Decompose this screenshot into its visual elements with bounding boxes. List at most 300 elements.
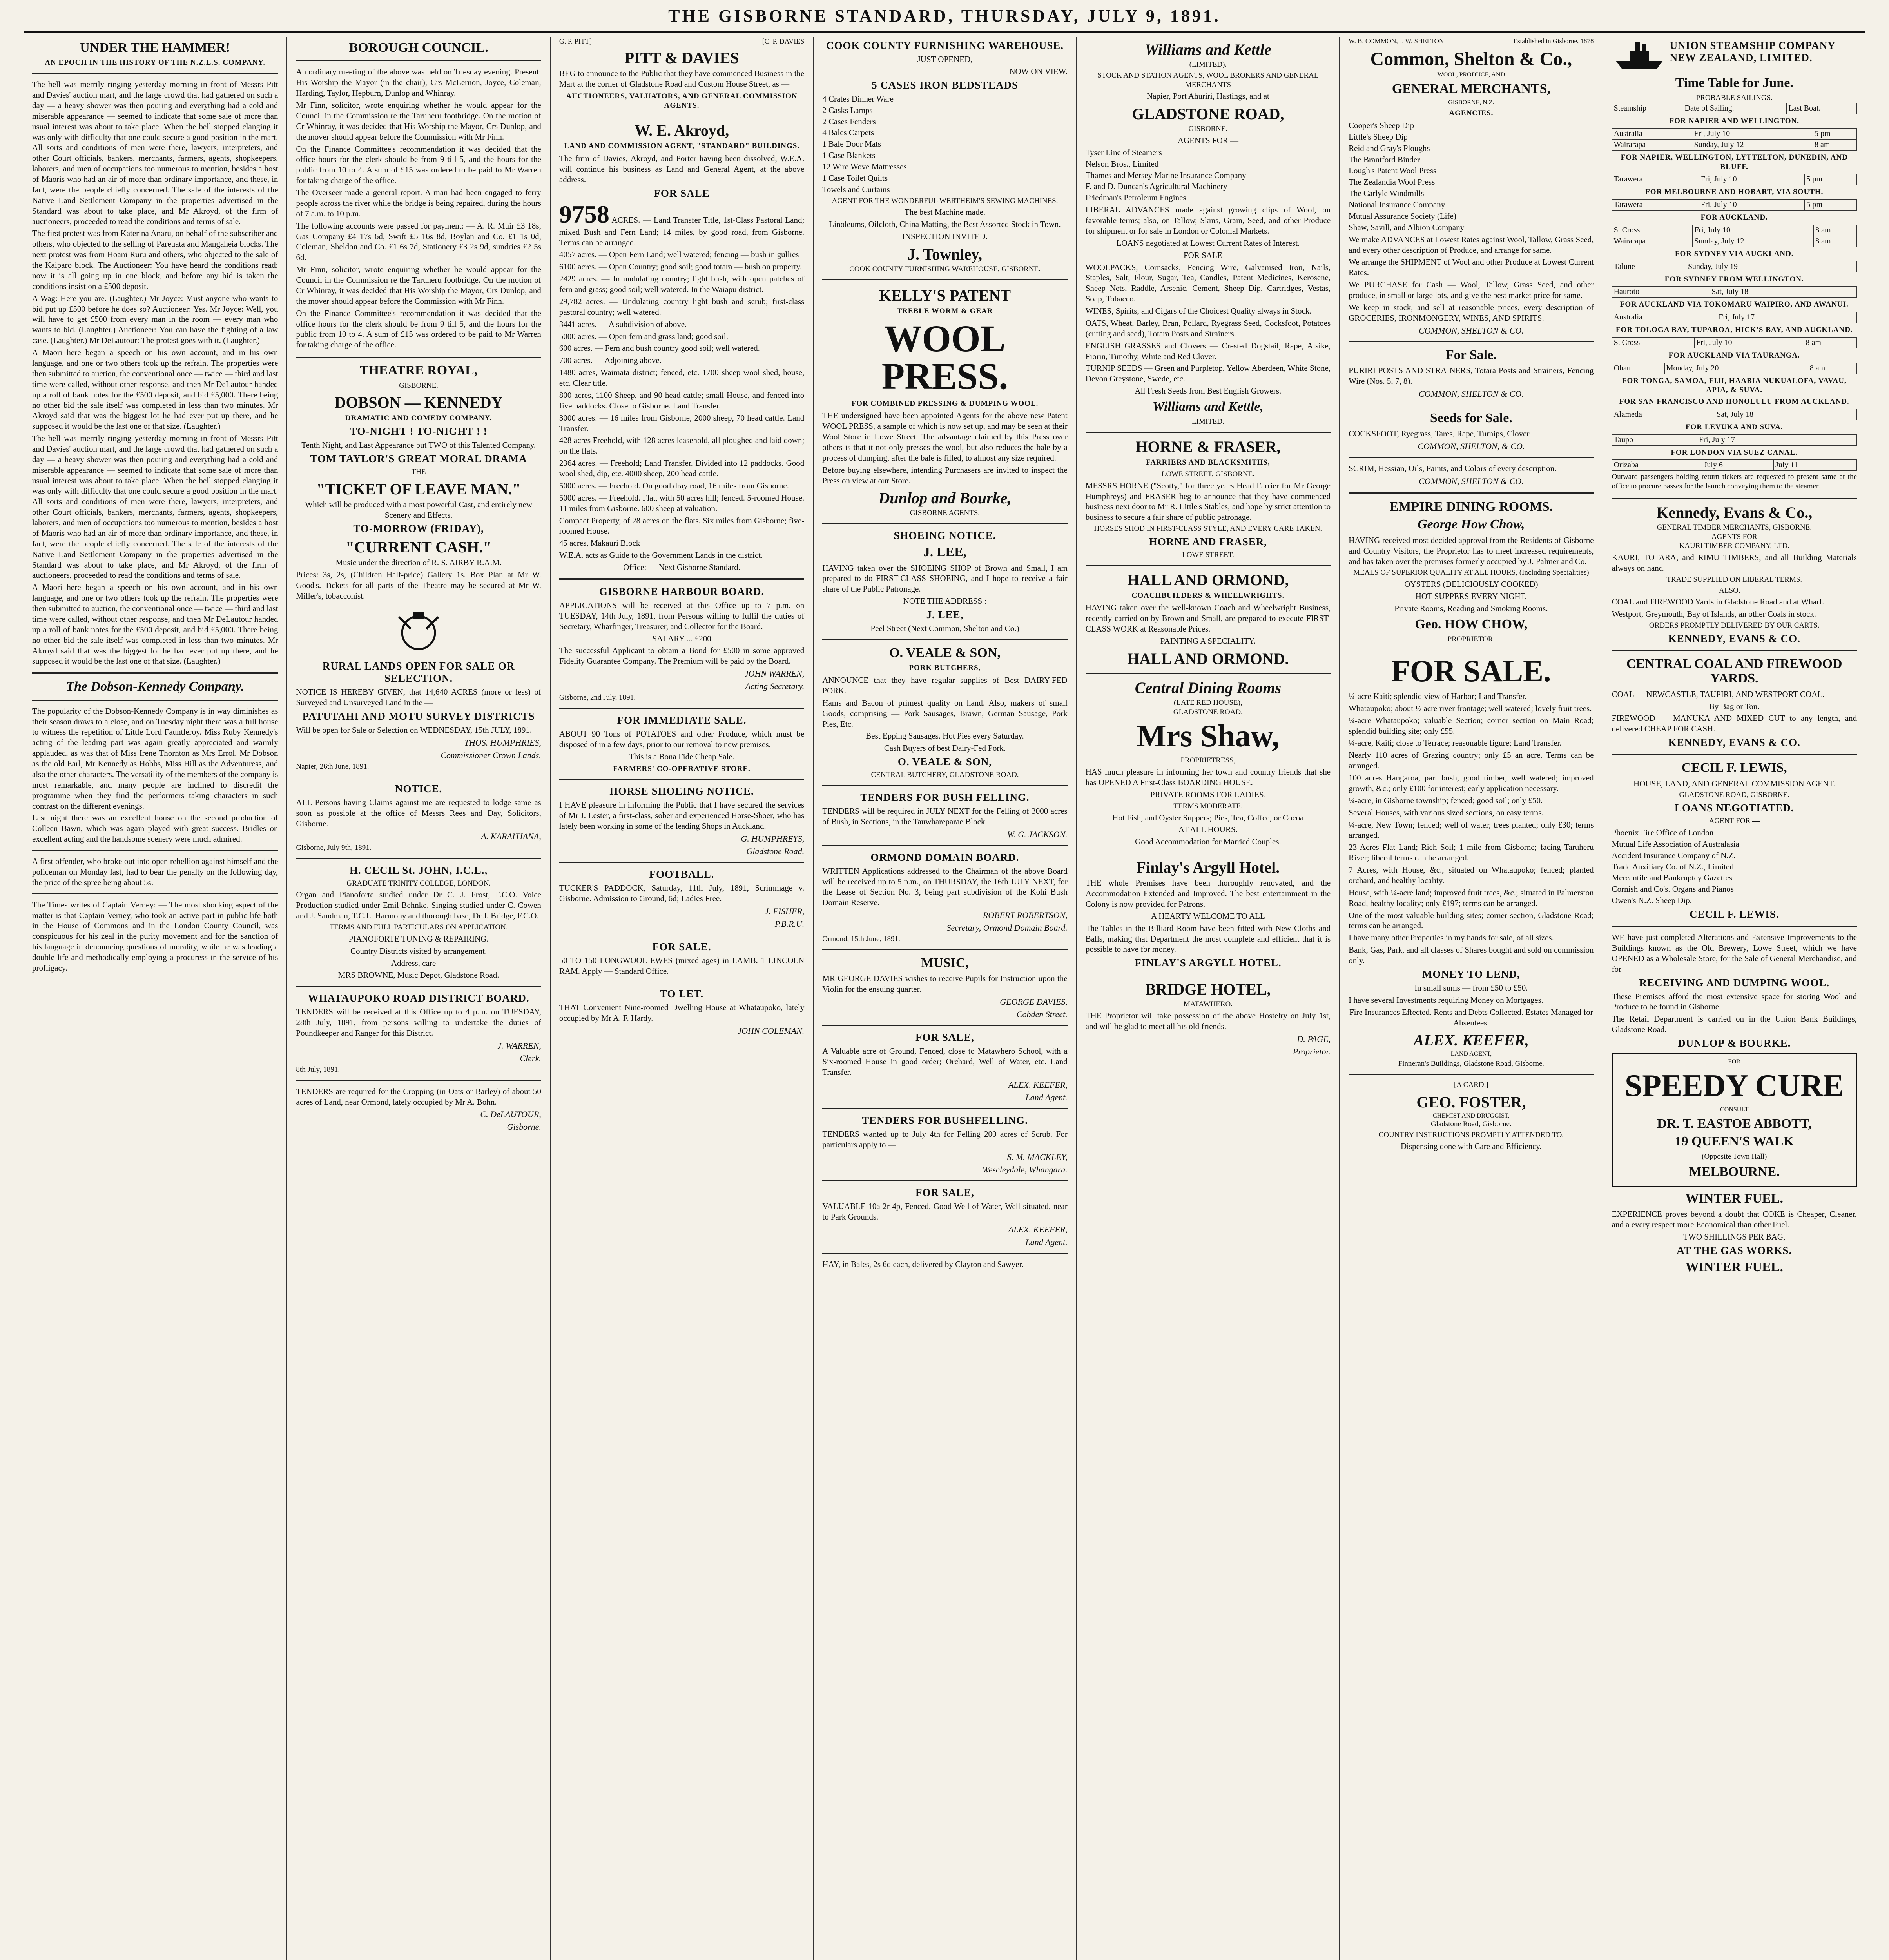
browne: MRS BROWNE, Music Depot, Gladstone Road. bbox=[338, 970, 499, 980]
common-shelton-sig: COMMON, SHELTON & CO. bbox=[1419, 325, 1524, 336]
list-item: Little's Sheep Dip bbox=[1349, 132, 1408, 142]
geo-foster: GEO. FOSTER, bbox=[1416, 1093, 1526, 1111]
signature: G. HUMPHREYS, bbox=[741, 833, 805, 844]
article-body: The Times writes of Captain Verney: — The most shocking aspect of the matter is that Captain Verney, who took an active part in public life both in the House of Commons and in the London County Council, was conspicuous for his zeal in the purity movement and for the sanction of his language in denouncing questions of morality, while he was leading a double life and methodically employing a procuress in the service of his profligacy. bbox=[32, 900, 278, 973]
list-item: Friedman's Petroleum Engines bbox=[1085, 193, 1186, 203]
table-cell: Australia bbox=[1612, 128, 1692, 139]
gladstone-road-2: GLADSTONE ROAD. bbox=[1173, 708, 1243, 716]
now-on-view: NOW ON VIEW. bbox=[1009, 66, 1068, 76]
headline-dobson-kennedy: The Dobson-Kennedy Company. bbox=[66, 679, 245, 694]
list-item: 6100 acres. — Open Country; good soil; good totara — bush on property. bbox=[559, 262, 802, 272]
timber-merchants: GENERAL TIMBER MERCHANTS, GISBORNE. bbox=[1657, 523, 1812, 532]
horne-fraser: HORNE & FRASER, bbox=[1135, 438, 1281, 456]
table-cell: Monday, July 20 bbox=[1664, 363, 1808, 374]
property-listings bbox=[1349, 691, 1594, 931]
for-label: FOR bbox=[1728, 1058, 1740, 1065]
horne-fraser-2: HORNE AND FRASER, bbox=[1149, 535, 1267, 548]
hearty-welcome: A HEARTY WELCOME TO ALL bbox=[1151, 911, 1265, 921]
tuning: PIANOFORTE TUNING & REPAIRING. bbox=[348, 934, 489, 944]
land-listings bbox=[559, 249, 804, 548]
pitt-davies: PITT & DAVIES bbox=[624, 49, 739, 67]
all-fresh: All Fresh Seeds from Best English Growers. bbox=[1135, 386, 1282, 396]
article-body: The bell was merrily ringing yesterday morning in front of Messrs Pitt and Davies' auction mart, and the large crowd that had gathered on such a day — a heavy shower was then pouring and everything had a cold and miserable appearance — seemed to indicate that some sale of more than usual interest was about to take place. When the bell stopped clanging it was only with difficulty that one could secure a good position in the mart. All sorts and conditions of men were there, lawyers, interpreters, and other Court officials, bankers, merchants, farmers, agents, shopkeepers, laborers, and men of occupations too numerous to mention, besides a host of Maoris who had an air of more than ordinary importance, and these, in fact, were the people chiefly concerned. The sale of the interests of the Native Land Settlement Company in the properties advertised in the Standard was about to take place, and Mr Akroyd, of the firm of auctioneers, proceeded to read the conditions and terms of sale. bbox=[32, 80, 278, 226]
table-cell: Fri, July 10 bbox=[1699, 174, 1804, 185]
terms: TERMS MODERATE. bbox=[1173, 802, 1243, 810]
column-6 bbox=[1339, 37, 1602, 1960]
football-body: TUCKER'S PADDOCK, Saturday, 11th July, 1891, Scrimmage v. Gisborne. Admission to Ground, 6d; Ladies Free. bbox=[559, 883, 805, 903]
saveloys: Best Epping Sausages. Hot Pies every Saturday. bbox=[866, 731, 1024, 741]
list-item: 100 acres Hangaroa, part bush, good timber, well watered; improved growth, &c.; only £100 for interest; early application necessary. bbox=[1349, 773, 1594, 793]
article-body: Last night there was an excellent house on the second production of Colleen Bawn, which was again played with great success. Bridles on excellent acting and the handsome scenery were much admired. bbox=[32, 813, 278, 844]
list-item: 3000 acres. — 16 miles from Gisborne, 2000 sheep, 70 head cattle. Land Transfer. bbox=[559, 413, 805, 433]
patutahi: PATUTAHI AND MOTU SURVEY DISTRICTS bbox=[302, 710, 535, 722]
signature: ALEX. KEEFER, bbox=[1008, 1080, 1068, 1090]
list-item: 5000 acres. — Freehold. On good dray road, 16 miles from Gisborne. bbox=[559, 481, 789, 490]
finlays-hotel: Finlay's Argyll Hotel. bbox=[1136, 858, 1280, 877]
column-2 bbox=[286, 37, 549, 1960]
list-item: Accident Insurance Company of N.Z. bbox=[1612, 850, 1736, 860]
kauri-body: KAURI, TOTARA, and RIMU TIMBERS, and all Building Materials always on hand. bbox=[1612, 553, 1857, 573]
agencies: AGENCIES. bbox=[1449, 109, 1494, 118]
table-cell: Fri, July 10 bbox=[1692, 128, 1813, 139]
immediate-sale: FOR IMMEDIATE SALE. bbox=[617, 714, 747, 726]
column-7 bbox=[1603, 37, 1865, 1960]
list-item: Nearly 110 acres of Grazing country; only £5 an acre. Terms can be arranged. bbox=[1349, 750, 1594, 771]
sailing-destination: FOR AUCKLAND VIA TOKOMARU WAIPIRO, AND AWANUI. bbox=[1620, 300, 1849, 309]
melbourne: MELBOURNE. bbox=[1689, 1164, 1780, 1179]
table-cell: 5 pm bbox=[1813, 128, 1856, 139]
signature: ROBERT ROBERTSON, bbox=[983, 910, 1068, 920]
harbour-board: GISBORNE HARBOUR BOARD. bbox=[599, 585, 765, 597]
signature-title: Land Agent. bbox=[1025, 1092, 1068, 1102]
billiard-tables: The Tables in the Billiard Room have been fitted with New Cloths and Balls, making that Department the most complete and efficient that it is possible to have for money. bbox=[1085, 923, 1331, 954]
signature-title: Proprietor. bbox=[1293, 1046, 1331, 1056]
list-item: Whataupoko; about ½ acre river frontage; well watered; lovely fruit trees. bbox=[1349, 703, 1592, 713]
townley: J. Townley, bbox=[907, 245, 983, 263]
table-cell: Wairarapa bbox=[1612, 139, 1692, 150]
bush-felling: TENDERS FOR BUSH FELLING. bbox=[860, 791, 1030, 803]
table-cell: 5 pm bbox=[1805, 200, 1857, 211]
table-cell: Orizaba bbox=[1612, 460, 1702, 471]
common-shelton-sig: COMMON, SHELTON, & CO. bbox=[1418, 441, 1525, 452]
williams-kettle-2: Williams and Kettle, bbox=[1152, 399, 1264, 414]
table-row bbox=[1612, 128, 1856, 139]
table-cell: Wairarapa bbox=[1612, 236, 1693, 247]
table-cell: Tarawera bbox=[1612, 200, 1699, 211]
list-item: ¼-acre Kaiti; splendid view of Harbor; Land Transfer. bbox=[1349, 691, 1527, 701]
lino: Linoleums, Oilcloth, China Matting, the Best Assorted Stock in Town. bbox=[829, 220, 1061, 229]
article-body: Mr Finn, solicitor, wrote enquiring whether he would appear for the Council in the Commission re the Taruheru footbridge. On the motion of Cr Whinray, it was decided that His Worship the Mayor, Crs Dunlop, and the mover should appear before the Commission with Mr Finn. bbox=[296, 100, 541, 142]
shipment: We arrange the SHIPMENT of Wool and other Produce at Lowest Current Rates. bbox=[1349, 257, 1594, 278]
tenth-night: Tenth Night, and Last Appearance but TWO of this Talented Company. bbox=[301, 440, 536, 450]
common-shelton-sig: COMMON, SHELTON & CO. bbox=[1419, 388, 1524, 399]
gladstone-road: GLADSTONE ROAD, bbox=[1132, 105, 1284, 123]
cecil-lewis-sig: CECIL F. LEWIS. bbox=[1689, 908, 1779, 920]
list-item: ¼-acre, Kaiti; close to Terrace; reasonable figure; Land Transfer. bbox=[1349, 738, 1562, 748]
lewis-sub: HOUSE, LAND, AND GENERAL COMMISSION AGENT. bbox=[1633, 779, 1835, 788]
agents-for: AGENTS FOR — bbox=[1177, 135, 1239, 145]
for-sale: FOR SALE, bbox=[915, 1031, 974, 1044]
st-john-body: Organ and Pianoforte studied under Dr C. J. Frost, F.C.O. Voice Production studied under Emil Behnke. Singing studied under C. Cowen and J. Sandman, T.C.L. Harmony and thorough base, Dr J. Bridge, F.C.O. bbox=[296, 890, 541, 921]
a-card: [A CARD.] bbox=[1454, 1081, 1488, 1089]
music-direction: Music under the direction of R. S. AIRBY R.A.M. bbox=[335, 558, 502, 568]
dunlop-sub: GISBORNE AGENTS. bbox=[910, 509, 980, 517]
current-cash: "CURRENT CASH." bbox=[345, 538, 492, 556]
sailing-table bbox=[1612, 199, 1857, 211]
alex-keefer: ALEX. KEEFER, bbox=[1413, 1031, 1529, 1049]
for-sale: For Sale. bbox=[1446, 347, 1497, 362]
oats: OATS, Wheat, Barley, Bran, Pollard, Ryegrass Seed, Cocksfoot, Potatoes (cutting and seed), Totara Posts and Strainers. bbox=[1085, 318, 1331, 338]
table-cell: Sunday, July 12 bbox=[1693, 236, 1814, 247]
proprietress: PROPRIETRESS, bbox=[1180, 756, 1236, 765]
list-item: 1480 acres, Waimata district; fenced, etc. 1700 sheep wool shed, house, etc. Clear title. bbox=[559, 368, 805, 388]
sailing-table bbox=[1612, 337, 1857, 348]
table-row bbox=[1612, 312, 1856, 323]
list-item: 5000 acres. — Open fern and grass land; good soil. bbox=[559, 331, 728, 341]
farriers: FARRIERS AND BLACKSMITHS, bbox=[1146, 458, 1270, 467]
bushfelling-body: TENDERS wanted up to July 4th for Felling 200 acres of Scrub. For particulars apply to — bbox=[822, 1129, 1068, 1149]
signature: C. DeLAUTOUR, bbox=[480, 1109, 541, 1120]
article-body: On the Finance Committee's recommendation it was decided that the office hours for the clerk should be from 9 till 5, and the hours for the public from 10 to 4. A sum of £15 was ordered to be paid to Mr Warren for taking charge of the office. bbox=[296, 144, 541, 185]
table-row bbox=[1612, 337, 1856, 348]
cecil-lewis: CECIL F. LEWIS, bbox=[1681, 760, 1787, 775]
opposite: (Opposite Town Hall) bbox=[1702, 1152, 1767, 1161]
akroyd: W. E. Akroyd, bbox=[634, 122, 729, 140]
list-item: The Brantford Binder bbox=[1349, 154, 1420, 164]
signature: A. KARAITIANA, bbox=[481, 831, 541, 841]
table-cell bbox=[1845, 287, 1856, 298]
signature-title: P.B.R.U. bbox=[774, 918, 805, 929]
land-agent: LAND AGENT, bbox=[1450, 1051, 1492, 1058]
kennedy-evans: Kennedy, Evans & Co., bbox=[1656, 503, 1813, 521]
notice-body: NOTICE IS HEREBY GIVEN, that 14,640 ACRES (more or less) of Surveyed and Unsurveyed Land in the — bbox=[296, 687, 541, 707]
country-instructions: COUNTRY INSTRUCTIONS PROMPTLY ATTENDED TO. bbox=[1378, 1131, 1564, 1139]
sailing-destination: FOR SAN FRANCISCO AND HONOLULU FROM AUCKLAND. bbox=[1619, 397, 1849, 406]
list-item: Mercantile and Bankruptcy Gazettes bbox=[1612, 873, 1732, 883]
list-item: 29,782 acres. — Undulating country light bush and scrub; first-class pastoral country; well watered. bbox=[559, 296, 805, 317]
sailings-table bbox=[1612, 103, 1857, 114]
cocksfoot: COCKSFOOT, Ryegrass, Tares, Rape, Turnips, Clover. bbox=[1349, 429, 1531, 439]
sale-body: A Valuable acre of Ground, Fenced, close to Matawhero School, with a Six-roomed House in good order; Orchard, Well of Water, etc. Land Transfer. bbox=[822, 1046, 1068, 1077]
royal-crest-icon bbox=[383, 605, 454, 656]
sailing-table bbox=[1612, 363, 1857, 374]
table-cell: Ohau bbox=[1612, 363, 1664, 374]
orders: ORDERS PROMPTLY DELIVERED BY OUR CARTS. bbox=[1649, 621, 1820, 630]
dobson-kennedy-banner: DOBSON — KENNEDY bbox=[334, 394, 503, 412]
list-item: 5000 acres. — Freehold. Flat, with 50 acres hill; fenced. 5-roomed House. 11 miles from Gisborne. 600 sheep at valuation. bbox=[559, 493, 805, 513]
money-to-lend: MONEY TO LEND, bbox=[1422, 968, 1520, 980]
j-lee: J. LEE, bbox=[923, 545, 967, 560]
sailing-sections bbox=[1612, 116, 1857, 471]
signature: JOHN WARREN, bbox=[744, 669, 805, 679]
table-cell: 8 am bbox=[1813, 139, 1856, 150]
list-item: Several Houses, with various sized sections, on easy terms. bbox=[1349, 808, 1544, 817]
veale-son-2: O. VEALE & SON, bbox=[897, 756, 992, 768]
tonight: TO-NIGHT ! TO-NIGHT ! ! bbox=[350, 425, 488, 437]
speedy-cure-ad bbox=[1612, 1053, 1857, 1187]
list-item: 700 acres. — Adjoining above. bbox=[559, 356, 662, 365]
st-john-sub: GRADUATE TRINITY COLLEGE, LONDON. bbox=[346, 879, 491, 887]
table-cell: 8 am bbox=[1804, 337, 1857, 348]
common-shelton: Common, Shelton & Co., bbox=[1370, 49, 1572, 69]
sailing-table bbox=[1612, 174, 1857, 185]
table-cell bbox=[1846, 261, 1856, 272]
sailing-table bbox=[1612, 409, 1857, 420]
theatre-subheading: GISBORNE. bbox=[399, 381, 439, 390]
list-item: The Carlyle Windmills bbox=[1349, 189, 1424, 198]
table-header: Last Boat. bbox=[1787, 103, 1857, 114]
list-item: Mutual Assurance Society (Life) bbox=[1349, 211, 1456, 221]
list-item: Tyser Line of Steamers bbox=[1085, 147, 1162, 157]
sailing-destination: FOR LONDON VIA SUEZ CANAL. bbox=[1671, 448, 1798, 457]
probable-sailings: PROBABLE SAILINGS. bbox=[1696, 94, 1773, 102]
sailing-table bbox=[1612, 286, 1857, 298]
veale-son: O. VEALE & SON, bbox=[889, 645, 1001, 660]
article-body: The Overseer made a general report. A man had been engaged to ferry people across the river while the bridge is being repaired, during the hours of 7 a.m. to 10 p.m. bbox=[296, 188, 541, 218]
tenders-body: TENDERS are required for the Cropping (in Oats or Barley) of about 50 acres of Land, near Ormond, lately occupied by Mr A. Bohn. bbox=[296, 1086, 541, 1107]
list-item: Owen's N.Z. Sheep Dip. bbox=[1612, 896, 1692, 906]
sailing-destination: FOR AUCKLAND VIA TAURANGA. bbox=[1668, 351, 1800, 359]
all-hours: AT ALL HOURS. bbox=[1178, 825, 1238, 835]
table-cell: S. Cross bbox=[1612, 337, 1694, 348]
table-header: Date of Sailing. bbox=[1683, 103, 1787, 114]
list-item: 1 Case Blankets bbox=[822, 151, 876, 160]
bona-fide: This is a Bona Fide Cheap Sale. bbox=[629, 751, 734, 761]
agent-for: AGENT FOR — bbox=[1709, 817, 1760, 826]
table-cell: Sunday, July 19 bbox=[1686, 261, 1846, 272]
receiving-wool: RECEIVING AND DUMPING WOOL. bbox=[1639, 976, 1830, 989]
table-cell: Fri, July 10 bbox=[1699, 200, 1804, 211]
list-item: 2364 acres. — Freehold; Land Transfer. Divided into 12 paddocks. Good wool shed, dip, etc. 4000 sheep, 200 head cattle. bbox=[559, 458, 805, 478]
table-row bbox=[1612, 434, 1856, 445]
signature: JOHN COLEMAN. bbox=[738, 1026, 805, 1036]
sailing-table bbox=[1612, 459, 1857, 471]
table-row bbox=[1612, 460, 1856, 471]
oysters: OYSTERS (DELICIOUSLY COOKED) bbox=[1404, 579, 1538, 589]
terms: TERMS AND FULL PARTICULARS ON APPLICATION. bbox=[329, 923, 508, 932]
finlay-body: THE whole Premises have been thoroughly renovated, and the Accommodation Extended and Improved. The best entertainment in the Colony is now provided for Patrons. bbox=[1085, 878, 1331, 909]
bush-body: TENDERS will be required in JULY NEXT for the Felling of 3000 acres of Bush, in Sections, in the Tauwhareparae Block. bbox=[822, 806, 1068, 826]
signature-title: Cobden Street. bbox=[1016, 1009, 1068, 1020]
woolpacks: WOOLPACKS, Cornsacks, Fencing Wire, Galvanised Iron, Nails, Staples, Salt, Flour, Sugar, Tea, Candles, Patent Medicines, Kerosene, Sheep Nets, Raddle, Arsenic, Cement, Sheep Dip, Cartridges, Vestas, Soap, Tobacco. bbox=[1085, 262, 1331, 304]
bushfelling: TENDERS FOR BUSHFELLING. bbox=[862, 1114, 1028, 1126]
dateline: Ormond, 15th June, 1891. bbox=[822, 935, 900, 944]
combined: FOR COMBINED PRESSING & DUMPING WOOL. bbox=[851, 399, 1039, 408]
list-item: Nelson Bros., Limited bbox=[1085, 159, 1159, 169]
old-brewery: WE have just completed Alterations and Extensive Improvements to the Buildings known as the Old Brewery, Lowe Street, which we have OPENED as a Wholesale Store, for the Sale of General Merchandise, and for bbox=[1612, 933, 1857, 974]
dateline: Napier, 26th June, 1891. bbox=[296, 762, 369, 771]
table-header: Steamship bbox=[1612, 103, 1683, 114]
column-4 bbox=[813, 37, 1076, 1960]
premises: These Premises afford the most extensive space for storing Wool and Produce to be found in Gisborne. bbox=[1612, 991, 1857, 1012]
table-row bbox=[1612, 409, 1856, 420]
table-cell bbox=[1845, 409, 1856, 420]
loans-negotiated: LOANS NEGOTIATED. bbox=[1675, 802, 1794, 814]
cash-buyers: Cash Buyers of best Dairy-Fed Pork. bbox=[884, 743, 1006, 753]
private-rooms: PRIVATE ROOMS FOR LADIES. bbox=[1150, 789, 1266, 799]
table-row bbox=[1612, 139, 1856, 150]
address: Address, care — bbox=[391, 958, 446, 968]
dateline: Gisborne, 2nd July, 1891. bbox=[559, 693, 636, 702]
small-sums: In small sums — from £50 to £50. bbox=[1414, 983, 1528, 993]
signature-title: Acting Secretary. bbox=[745, 681, 805, 691]
union-steamship: UNION STEAMSHIP COMPANY NEW ZEALAND, LIMITED. bbox=[1670, 40, 1835, 64]
list-item: F. and D. Duncan's Agricultural Machinery bbox=[1085, 181, 1227, 191]
list-item: 23 Acres Flat Land; Rich Soil; 1 mile from Gisborne; facing Taruheru River; liberal terms can be arranged. bbox=[1349, 842, 1594, 863]
list-item: 4 Bales Carpets bbox=[822, 128, 874, 138]
office: Office: — Next Gisborne Standard. bbox=[623, 563, 740, 572]
signature: J. WARREN, bbox=[497, 1040, 541, 1051]
table-cell: S. Cross bbox=[1612, 225, 1693, 236]
open-sale: Will be open for Sale or Selection on WEDNESDAY, 15th JULY, 1891. bbox=[296, 725, 532, 735]
sailing-destination: FOR TONGA, SAMOA, FIJI, HAABIA NUKUALOFA, VAVAU, APIA, & SUVA. bbox=[1622, 376, 1847, 394]
table-cell: Talune bbox=[1612, 261, 1686, 272]
signature-title: Clerk. bbox=[520, 1053, 541, 1063]
prices: Prices: 3s, 2s, (Children Half-price) Gallery 1s. Box Plan at Mr W. Good's. Tickets for all parts of the Theatre may be secured at Mr W. Miller's, tobacconist. bbox=[296, 570, 541, 601]
the-label: THE bbox=[411, 467, 426, 476]
signature-title: Gisborne. bbox=[507, 1122, 541, 1132]
table-cell: Hauroto bbox=[1612, 287, 1710, 298]
for-sale-banner: FOR SALE. bbox=[1391, 653, 1551, 688]
hot-suppers: HOT SUPPERS EVERY NIGHT. bbox=[1415, 592, 1527, 601]
j-lee-2: J. LEE, bbox=[926, 609, 964, 621]
stock-list bbox=[822, 94, 1067, 195]
advances: We make ADVANCES at Lowest Rates against Wool, Tallow, Grass Seed, and every other description of Produce, and arrange for same. bbox=[1349, 234, 1594, 255]
table-cell bbox=[1844, 434, 1856, 445]
sailing-table bbox=[1612, 434, 1857, 446]
turnip-seeds: TURNIP SEEDS — Green and Purpletop, Yellow Aberdeen, White Stone, Devon Greystone, Swede, etc. bbox=[1085, 363, 1331, 384]
signature: J. FISHER, bbox=[765, 906, 805, 916]
table-cell: Sunday, July 12 bbox=[1692, 139, 1813, 150]
limited: (LIMITED). bbox=[1189, 60, 1227, 69]
table-row bbox=[1612, 225, 1856, 236]
harbour-body2: The successful Applicant to obtain a Bond for £500 in some approved Fidelity Guarantee Company. The Premium will be paid by the Board. bbox=[559, 646, 805, 666]
cook-county: COOK COUNTY FURNISHING WAREHOUSE. bbox=[826, 40, 1064, 51]
sailing-destination: FOR MELBOURNE AND HOBART, VIA SOUTH. bbox=[1645, 188, 1824, 196]
time-table: Time Table for June. bbox=[1675, 76, 1793, 90]
which-produced: Which will be produced with a most powerful Cast, and entirely new Scenery and Effects. bbox=[305, 499, 532, 520]
seeds-for-sale: Seeds for Sale. bbox=[1430, 410, 1512, 425]
lowe-street-2: LOWE STREET. bbox=[1182, 550, 1234, 559]
column-1 bbox=[24, 37, 286, 1960]
list-item: Thames and Mersey Marine Insurance Company bbox=[1085, 170, 1246, 180]
lee-body: HAVING taken over the SHOEING SHOP of Brown and Small, I am prepared to do FIRST-CLASS SHOEING, and I hope to receive a fair share of the Public Patronage. bbox=[822, 563, 1068, 594]
hot-fish: Hot Fish, and Oyster Suppers; Pies, Tea, Coffee, or Cocoa bbox=[1112, 813, 1304, 822]
many-other: I have many other Properties in my hands for sale, of all sizes. bbox=[1349, 933, 1554, 943]
whataupoko-body: TENDERS will be received at this Office up to 4 p.m. on TUESDAY, 28th July, 1891, from persons willing to undertake the duties of Poundkeeper and Ranger for this District. bbox=[296, 1007, 541, 1038]
williams-kettle: Williams and Kettle bbox=[1144, 41, 1271, 58]
newspaper-columns bbox=[24, 37, 1865, 1960]
list-item: Mutual Life Association of Australasia bbox=[1612, 839, 1740, 849]
agencies-list bbox=[1612, 828, 1857, 906]
signature-title: Secretary, Ormond Domain Board. bbox=[946, 923, 1068, 933]
table-cell: Fri, July 17 bbox=[1697, 434, 1844, 445]
column-5 bbox=[1076, 37, 1339, 1960]
dunlop-bourke: Dunlop and Bourke, bbox=[878, 489, 1012, 507]
table-row bbox=[1612, 200, 1856, 211]
list-item: 2 Casks Lamps bbox=[822, 105, 873, 115]
hall-ormond: HALL AND ORMOND, bbox=[1127, 571, 1289, 589]
sailing-destination: FOR NAPIER, WELLINGTON, LYTTELTON, DUNEDIN, AND BLUFF. bbox=[1621, 153, 1848, 171]
gas-works: AT THE GAS WORKS. bbox=[1677, 1245, 1792, 1256]
list-item: Shaw, Savill, and Albion Company bbox=[1349, 222, 1465, 232]
table-cell: 8 am bbox=[1814, 225, 1857, 236]
sailing-table bbox=[1612, 128, 1857, 151]
ewes: 50 TO 150 LONGWOOL EWES (mixed ages) in LAMB. 1 LINCOLN RAM. Apply — Standard Office. bbox=[559, 955, 805, 976]
chemist: CHEMIST AND DRUGGIST, bbox=[1433, 1112, 1510, 1119]
ticket-of-leave-man: "TICKET OF LEAVE MAN." bbox=[316, 480, 521, 498]
list-item: One of the most valuable building sites; corner section, Gladstone Road; terms can be arranged. bbox=[1349, 910, 1594, 931]
kauri-timber: KAURI TIMBER COMPANY, LTD. bbox=[1679, 542, 1789, 550]
article-body: The bell was merrily ringing yesterday morning in front of Messrs Pitt and Davies' auction mart, and the large crowd that had gathered on such a day — a heavy shower was then pouring and everything had a cold and miserable appearance — seemed to indicate that some sale of more than usual interest was about to take place. When the bell stopped clanging it was only with difficulty that one could secure a good position in the mart. All sorts and conditions of men were there, lawyers, interpreters, and other Court officials, bankers, merchants, farmers, agents, shopkeepers, laborers, and men of occupations too numerous to mention, besides a host of Maoris who had an air of more than ordinary importance, and these, in fact, were the people chiefly concerned. The sale of the interests of the Native Land Settlement Company in the properties advertised in the Standard was about to take place, and Mr Akroyd, of the firm of auctioneers, proceeded to read the conditions and terms of sale. bbox=[32, 434, 278, 580]
gisborne-nz: GISBORNE, N.Z. bbox=[1448, 99, 1494, 106]
in-stock: We keep in stock, and sell at reasonable prices, every description of GROCERIES, IRONMONGERY, WINES, AND SPIRITS. bbox=[1349, 302, 1594, 323]
list-item: ¼-acre Whataupoko; valuable Section; corner section on Main Road; splendid building site; only £55. bbox=[1349, 715, 1594, 736]
list-item: Phoenix Fire Office of London bbox=[1612, 828, 1714, 837]
list-item: 7 Acres, with House, &c., situated on Whataupoko; fenced; planted orchard, and healthy locality. bbox=[1349, 865, 1594, 885]
finlays-hotel-2: FINLAY'S ARGYLL HOTEL. bbox=[1135, 957, 1282, 969]
article-body: A first offender, who broke out into open rebellion against himself and the policeman on Monday last, had to bear the penalty on the following day, the price of the spree being about 5s. bbox=[32, 857, 278, 887]
winter-fuel: WINTER FUEL. bbox=[1685, 1191, 1783, 1206]
for-sale: FOR SALE bbox=[654, 187, 710, 199]
list-item: 3441 acres. — A subdivision of above. bbox=[559, 319, 687, 329]
agencies-list bbox=[1349, 120, 1594, 233]
dateline: Gisborne, July 9th, 1891. bbox=[296, 843, 372, 852]
sailing-destination: FOR TOLOGA BAY, TUPAROA, HICK'S BAY, AND AUCKLAND. bbox=[1615, 326, 1853, 334]
rural-lands: RURAL LANDS OPEN FOR SALE OR SELECTION. bbox=[322, 660, 515, 684]
list-item: 12 Wire Wove Mattresses bbox=[822, 162, 907, 171]
table-cell: 5 pm bbox=[1805, 174, 1857, 185]
list-item: House, with ¼-acre land; improved fruit trees, &c.; situated in Palmerston Road, healthy locality; only £197; terms can be arranged. bbox=[1349, 887, 1594, 908]
list-item: Reid and Gray's Ploughs bbox=[1349, 143, 1430, 153]
table-cell: 8 am bbox=[1808, 363, 1856, 374]
list-item: ¼-acre, in Gisborne township; fenced; good soil; only £50. bbox=[1349, 795, 1543, 805]
theatre-heading: THEATRE ROYAL, bbox=[359, 363, 478, 378]
list-item: 800 acres, 1100 Sheep, and 90 head cattle; small House, and fenced into five paddocks. Close to Gisborne. Land Transfer. bbox=[559, 390, 805, 410]
coals-stock: Westport, Greymouth, Bay of Islands, an other Coals in stock. bbox=[1612, 609, 1816, 619]
good-accommodation: Good Accommodation for Married Couples. bbox=[1135, 837, 1281, 847]
sailing-table bbox=[1612, 312, 1857, 323]
wines: WINES, Spirits, and Cigars of the Choicest Quality always in Stock. bbox=[1085, 306, 1312, 316]
investments: I have several Investments requiring Money on Mortgages. bbox=[1349, 995, 1544, 1005]
sailing-table bbox=[1612, 261, 1857, 272]
salary: SALARY ... £200 bbox=[652, 633, 711, 643]
table-cell: Fri, July 17 bbox=[1717, 312, 1845, 323]
hall-ormond-2: HALL AND ORMOND. bbox=[1127, 650, 1289, 668]
signature-title: Wescleydale, Whangara. bbox=[982, 1165, 1068, 1175]
napier-branches: Napier, Port Ahuriri, Hastings, and at bbox=[1146, 91, 1269, 101]
table-cell: July 11 bbox=[1774, 460, 1857, 471]
sewing-agent: AGENT FOR THE WONDERFUL WERTHEIM'S SEWING MACHINES, bbox=[832, 196, 1058, 205]
to-let: TO LET. bbox=[660, 988, 704, 1000]
steamship-icon bbox=[1612, 37, 1667, 73]
central-dining: Central Dining Rooms bbox=[1135, 679, 1282, 697]
english-grasses: ENGLISH GRASSES and Clovers — Crested Dogstail, Rape, Alsike, Fiorin, Timothy, White and Red Clover. bbox=[1085, 341, 1331, 361]
masthead: THE GISBORNE STANDARD, THURSDAY, JULY 9, 1891. bbox=[24, 0, 1865, 33]
list-item: Cooper's Sheep Dip bbox=[1349, 120, 1414, 130]
matawhero: MATAWHERO. bbox=[1183, 1000, 1233, 1009]
before-buying: Before buying elsewhere, intending Purchasers are invited to inspect the Press on view at our Store. bbox=[822, 465, 1068, 485]
veale-body: ANNOUNCE that they have regular supplies of Best DAIRY-FED PORK. bbox=[822, 675, 1068, 695]
table-row bbox=[1612, 363, 1856, 374]
winter-body: EXPERIENCE proves beyond a doubt that COKE is Cheaper, Cleaner, and a every respect more Economical than other Fuel. bbox=[1612, 1209, 1857, 1230]
central-coal: CENTRAL COAL AND FIREWOOD YARDS. bbox=[1626, 656, 1842, 686]
hall-body: HAVING taken over the well-known Coach and Wheelwright Business, recently carried on by Brown and Small, are prepared to execute FIRST-CLASS WORK at Reasonable Prices. bbox=[1085, 603, 1331, 634]
agents-for: AGENTS FOR bbox=[1711, 532, 1757, 541]
coal-yards: COAL and FIREWOOD Yards in Gladstone Road and at Wharf. bbox=[1612, 597, 1824, 607]
also: ALSO, — bbox=[1719, 586, 1750, 595]
list-item: 1 Case Toilet Quilts bbox=[822, 173, 888, 183]
